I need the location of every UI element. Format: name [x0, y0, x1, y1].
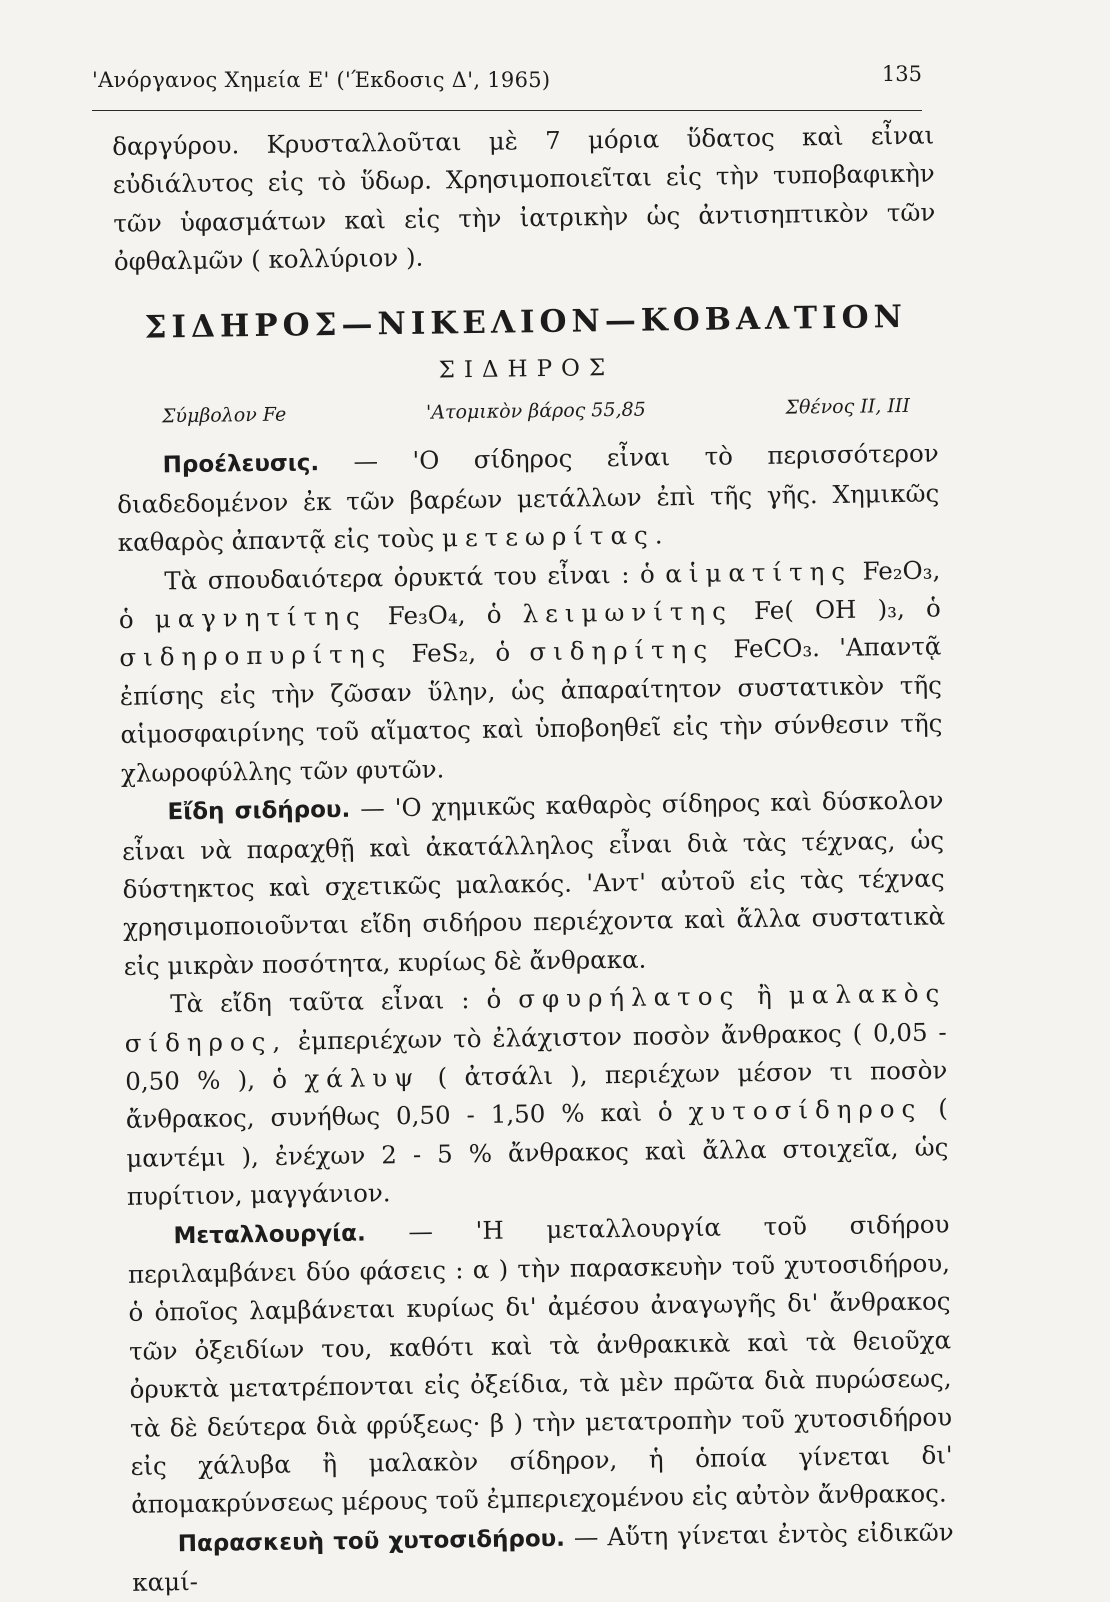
atomic-weight: 'Ατομικὸν βάρος 55,85: [425, 398, 646, 424]
kinds-paragraph: [124, 975, 949, 1217]
mineral-limonite: λειμωνίτης: [522, 596, 734, 629]
mineral-siderite: σιδηρίτης: [529, 635, 715, 667]
preparation-paragraph: [132, 1513, 955, 1602]
page-number: 135: [881, 62, 922, 86]
section-title: ΣΙΔΗΡΟΣ: [438, 354, 615, 384]
kind-steel: χάλυψ: [304, 1062, 421, 1094]
kinds-text-4: ( ἀτσάλι ), περιέχων μέσον τι ποσὸν ἄνθρακος, συνήθως 0,50 - 1,50 % καὶ ὁ: [125, 1055, 948, 1135]
minerals-text-1: Τὰ σπουδαιότερα ὀρυκτά του εἶναι : ὁ: [164, 558, 666, 595]
types-paragraph: [121, 782, 946, 986]
element-properties: [116, 387, 938, 437]
kind-soft-iron: μαλακὸς σίδηρος,: [124, 978, 947, 1058]
types-heading: Εἴδη σιδήρου.: [167, 796, 351, 826]
kinds-text-2: ἢ: [739, 980, 790, 1011]
origin-paragraph: [116, 435, 940, 563]
preparation-text: — Αὕτη γίνεται ἐντὸς εἰδικῶν καμί-: [132, 1517, 954, 1598]
valence: Σθένος II, III: [785, 394, 911, 419]
kind-wrought: σφυρήλατος: [518, 981, 741, 1014]
metallurgy-text: — 'Η μεταλλουργία τοῦ σιδήρου περιλαμβάνει δύο φάσεις : α ) τὴν παρασκευὴν τοῦ χυτοσιδήρου, ὁ ὁποῖος λαμβάνεται κυρίως δι' ἀμέσου ἀναγωγῆς δι' ἄνθρακος τῶν ὀξειδίων του, καθότι καὶ τὰ ἀνθρακικὰ καὶ τὰ θειοῦχα ὀρυκτὰ μετατρέπονται εἰς ὀξείδια, τὰ μὲν πρῶτα διὰ πυρώσεως, τὰ δὲ δεύτερα διὰ φρύξεως· β ) τὴν μετατροπὴν τοῦ χυτοσιδήρου εἰς χάλυβα ἢ μαλακὸν σίδηρον, ἡ ὁποία γίνεται δι' ἀπομακρύνσεως μέρους τοῦ ἐμπεριεχομένου εἰς αὐτὸν ἄνθρακος.: [127, 1208, 953, 1520]
element-symbol: Σύμβολον Fe: [161, 403, 287, 428]
minerals-text-3: Fe₃O₄, ὁ: [366, 599, 523, 631]
minerals-text-6: FeCO₃. 'Απαντᾷ ἐπίσης εἰς τὴν ζῶσαν ὕλην, ὡς ἀπαραίτητον συστατικὸν τῆς αἱμοσφαιρίνης τοῦ αἵματος καὶ ὑποβοηθεῖ εἰς τὴν σύνθεσιν τῆς χλωροφύλλης τῶν φυτῶν.: [119, 631, 943, 788]
mineral-magnetite: μαγνητίτης: [154, 601, 367, 634]
metallurgy-paragraph: [127, 1205, 953, 1525]
mineral-hematite: αἱματίτης: [665, 556, 853, 588]
body-text: [112, 117, 955, 1602]
kinds-text-5: ( μαντέμι ), ἐνέχων 2 - 5 % ἄνθρακος καὶ ἄλλα στοιχεῖα, ὡς πυρίτιον, μαγγάνιον.: [126, 1093, 949, 1212]
origin-term: μετεωρίτας.: [441, 520, 670, 553]
running-title: 'Ανόργανος Χημεία Ε' ('Έκδοσις Δ', 1965): [92, 68, 551, 92]
minerals-text-2: Fe₂O₃, ὁ: [118, 555, 941, 635]
types-text: — 'Ο χημικῶς καθαρὸς σίδηρος καὶ δύσκολον εἶναι νὰ παραχθῇ καὶ ἀκατάλληλος εἶναι διὰ τὰς τέχνας, ὡς δύστηκτος καὶ σχετικῶς μαλακός. 'Αντ' αὐτοῦ εἰς τὰς τέχνας χρησιμοποιοῦνται εἴδη σιδήρου περιέχοντα καὶ ἄλλα συστατικὰ εἰς μικρὰν ποσότητα, κυρίως δὲ ἄνθρακα.: [121, 785, 946, 981]
kinds-text-1: Τὰ εἴδη ταῦτα εἶναι : ὁ: [170, 984, 519, 1019]
minerals-paragraph: [118, 551, 943, 793]
mineral-pyrite: σιδηροπυρίτης: [119, 639, 393, 673]
metallurgy-heading: Μεταλλουργία.: [173, 1220, 366, 1249]
page-header: [92, 62, 922, 111]
origin-text: — 'Ο σίδηρος εἶναι τὸ περισσότερον διαδεδομένον ἐκ τῶν βαρέων μετάλλων ἐπὶ τῆς γῆς. Χημικῶς καθαρὸς ἀπαντᾷ εἰς τοὺς: [117, 438, 940, 558]
origin-heading: Προέλευσις.: [162, 450, 320, 479]
kind-cast-iron: χυτοσίδηρος: [688, 1094, 923, 1127]
minerals-text-4: Fe( OH )₃, ὁ: [732, 593, 941, 626]
chapter-title: ΣΙΔΗΡΟΣ—ΝΙΚΕΛΙΟΝ—ΚΟΒΑΛΤΙΟΝ: [144, 298, 908, 346]
preparation-heading: Παρασκευὴ τοῦ χυτοσιδήρου.: [177, 1525, 566, 1558]
minerals-text-5: FeS₂, ὁ: [392, 637, 530, 669]
intro-paragraph: δαργύρου. Κρυσταλλοῦται μὲ 7 μόρια ὕδατος καὶ εἶναι εὐδιάλυτος εἰς τὸ ὕδωρ. Χρησιμοποιεῖται εἰς τὴν τυποβαφικὴν τῶν ὑφασμάτων καὶ εἰς τὴν ἰατρικὴν ὡς ἀντισηπτικὸν τῶν ὀφθαλμῶν ( κολλύριον ).: [112, 120, 936, 277]
kinds-text-3: ἐμπεριέχων τὸ ἐλάχιστον ποσὸν ἄνθρακος ( 0,05 - 0,50 % ), ὁ: [125, 1016, 947, 1096]
